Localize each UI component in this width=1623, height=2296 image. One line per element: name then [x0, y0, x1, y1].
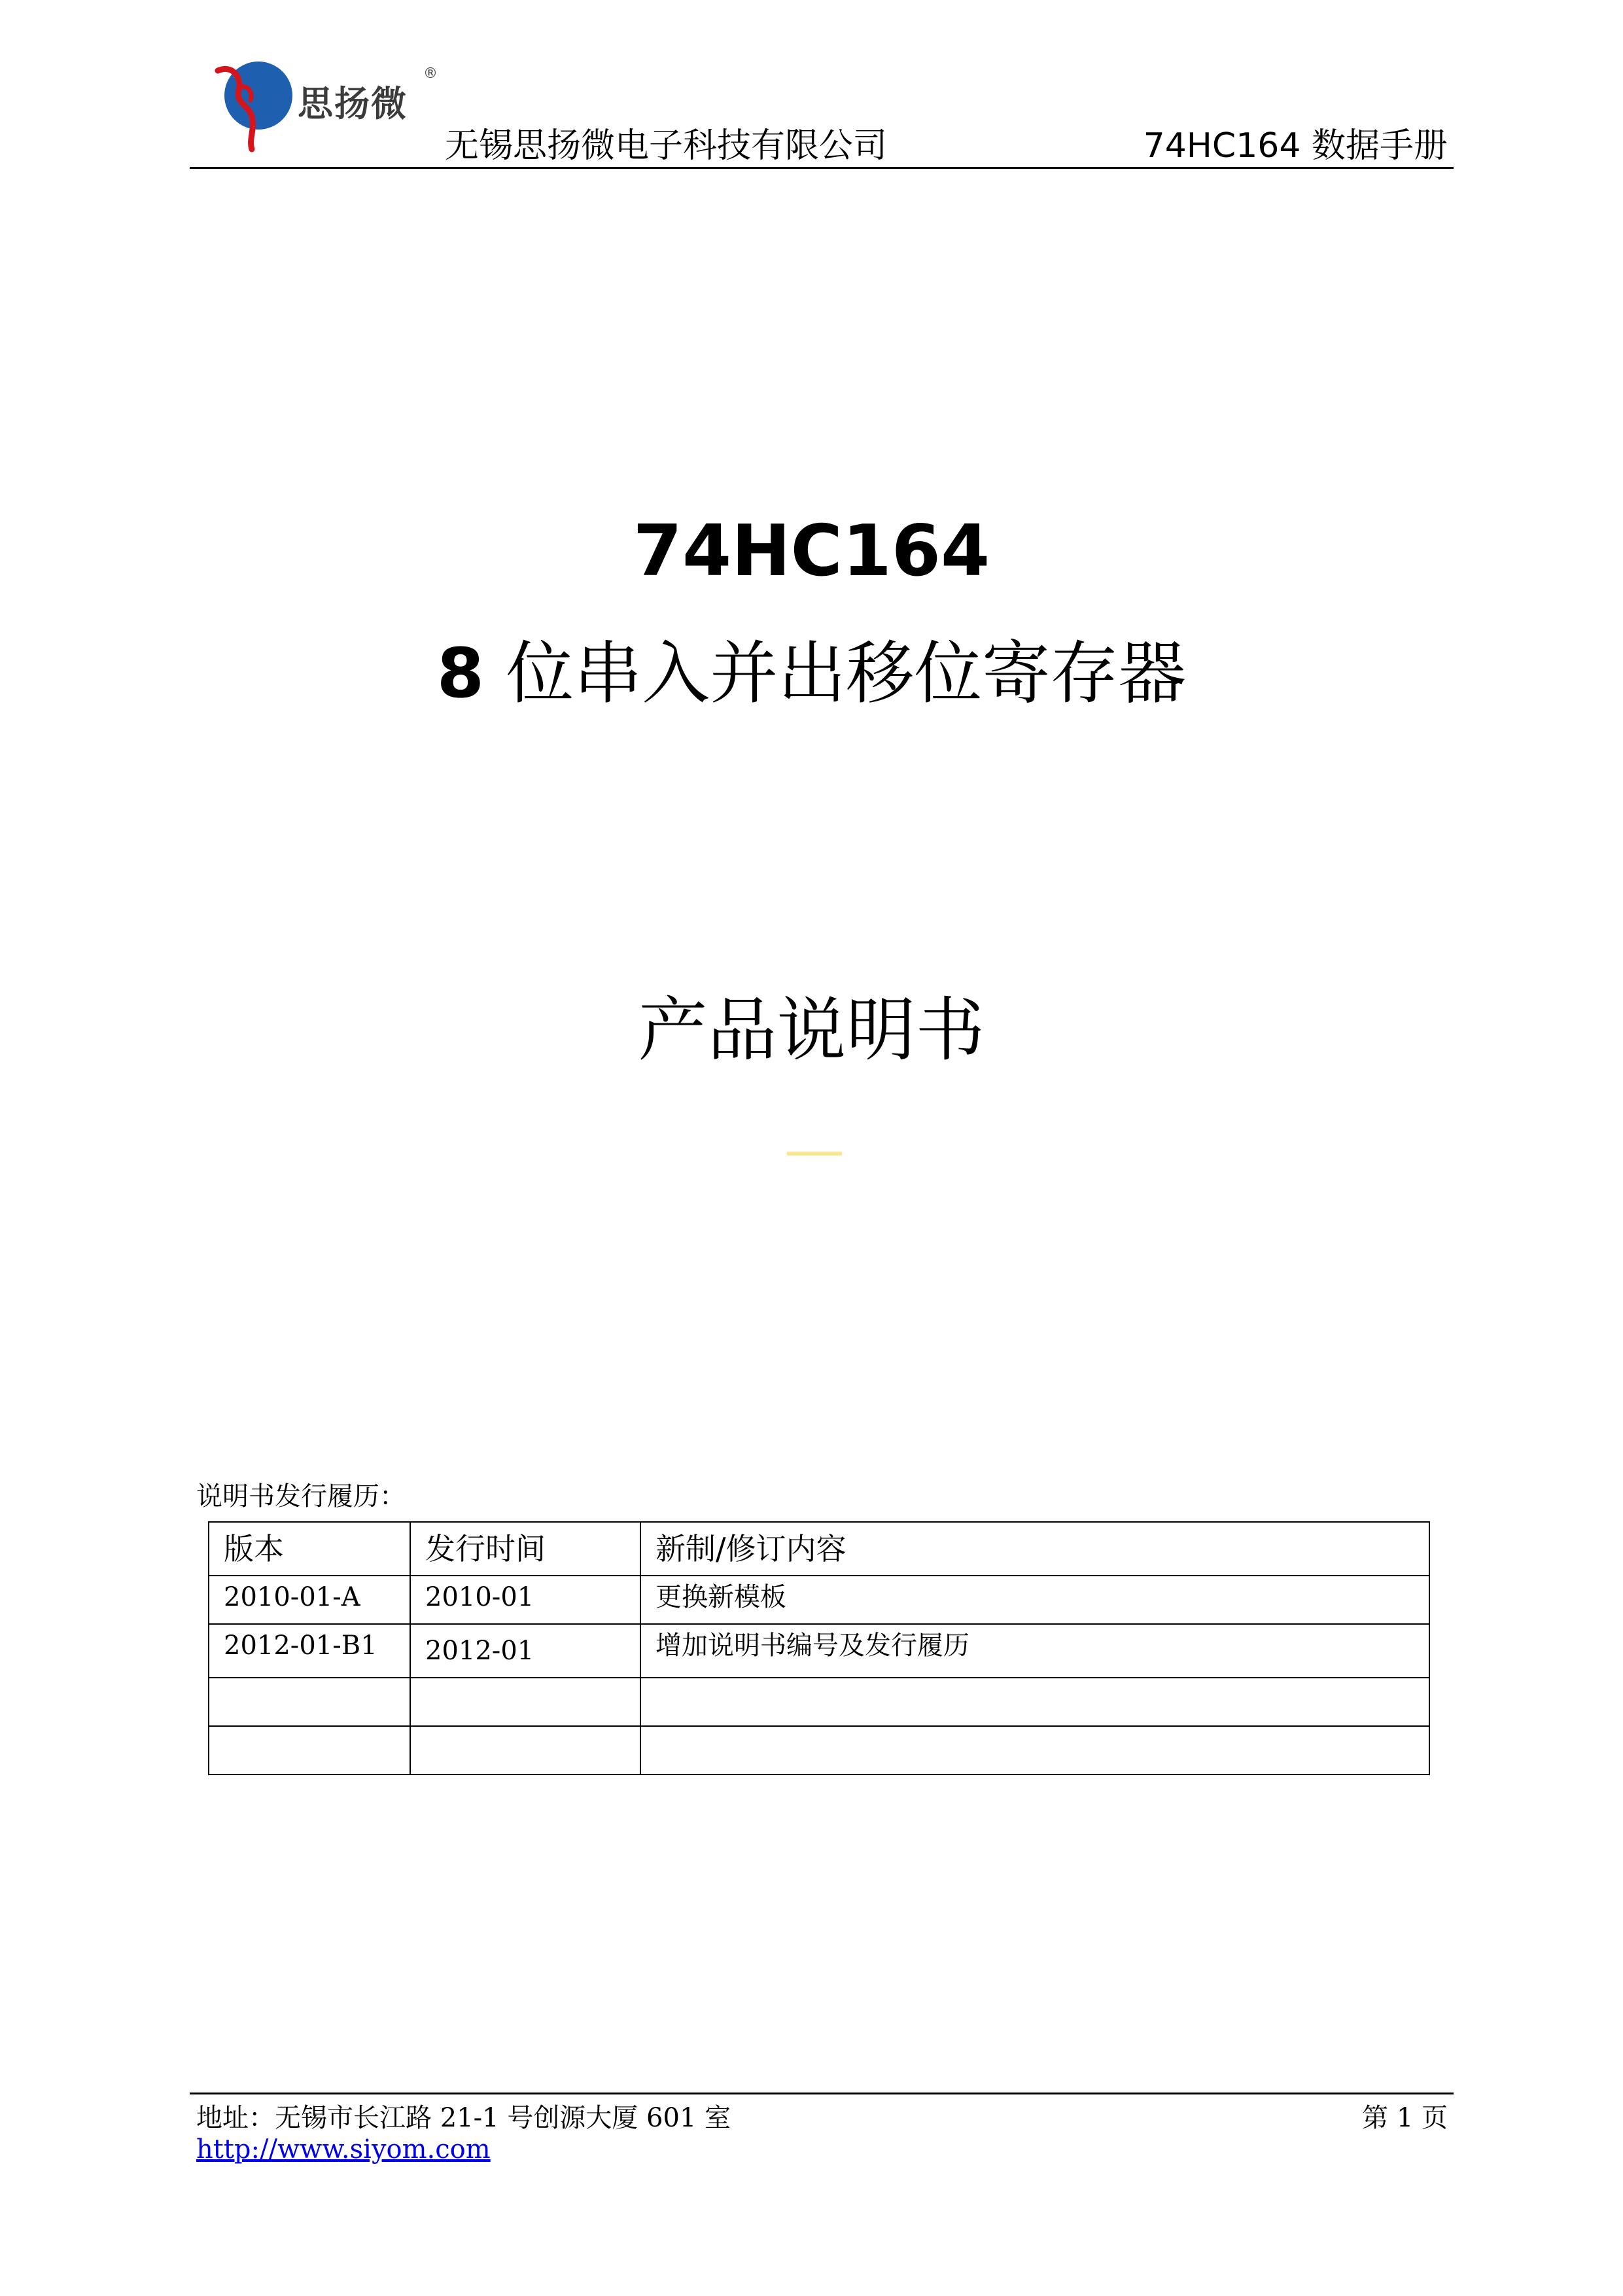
- manual-title: 产品说明书: [638, 990, 985, 1070]
- column-header-date: 发行时间: [410, 1522, 640, 1576]
- cell-date: [410, 1726, 640, 1775]
- product-title: 74HC164: [633, 510, 990, 592]
- website-link[interactable]: http://www.siyom.com: [196, 2134, 491, 2164]
- registered-mark: ®: [423, 65, 438, 82]
- faint-stamp-mark: [782, 1144, 847, 1163]
- revision-history-table: [208, 1521, 1430, 1775]
- column-header-version: 版本: [209, 1522, 410, 1576]
- cell-version: 2012-01-B1: [209, 1624, 410, 1678]
- table-header-row: [209, 1522, 1429, 1576]
- cell-content: 更换新模板: [640, 1576, 1429, 1624]
- cell-date: 2010-01: [410, 1576, 640, 1624]
- stamp-mark-icon: [782, 1144, 847, 1163]
- cell-version: 2010-01-A: [209, 1576, 410, 1624]
- logo-emblem-icon: [213, 58, 298, 156]
- subtitle-number: 8: [436, 633, 485, 713]
- footer-divider: [190, 2093, 1454, 2094]
- subtitle-text: 位串入并出移位寄存器: [484, 633, 1187, 713]
- table-row: [209, 1624, 1429, 1678]
- logo-text: 思扬微: [298, 83, 408, 124]
- history-label: 说明书发行履历：: [196, 1481, 406, 1511]
- cell-content: [640, 1726, 1429, 1775]
- column-header-content: 新制/修订内容: [640, 1522, 1429, 1576]
- table-row: [209, 1576, 1429, 1624]
- footer-address: 地址：无锡市长江路 21-1 号创源大厦 601 室: [196, 2103, 731, 2133]
- header-divider: [190, 167, 1454, 169]
- cell-version: [209, 1726, 410, 1775]
- header-doc-title: 74HC164 数据手册: [1143, 126, 1448, 166]
- product-subtitle: [0, 618, 1623, 716]
- table-row: [209, 1726, 1429, 1775]
- cell-content: [640, 1678, 1429, 1726]
- page-number: 第 1 页: [1362, 2103, 1448, 2133]
- cell-content: 增加说明书编号及发行履历: [640, 1624, 1429, 1678]
- cell-date: 2012-01: [410, 1624, 640, 1678]
- cell-date: [410, 1678, 640, 1726]
- table-row: [209, 1678, 1429, 1726]
- company-logo: [213, 58, 448, 156]
- header-company-name: 无锡思扬微电子科技有限公司: [445, 126, 888, 166]
- cell-version: [209, 1678, 410, 1726]
